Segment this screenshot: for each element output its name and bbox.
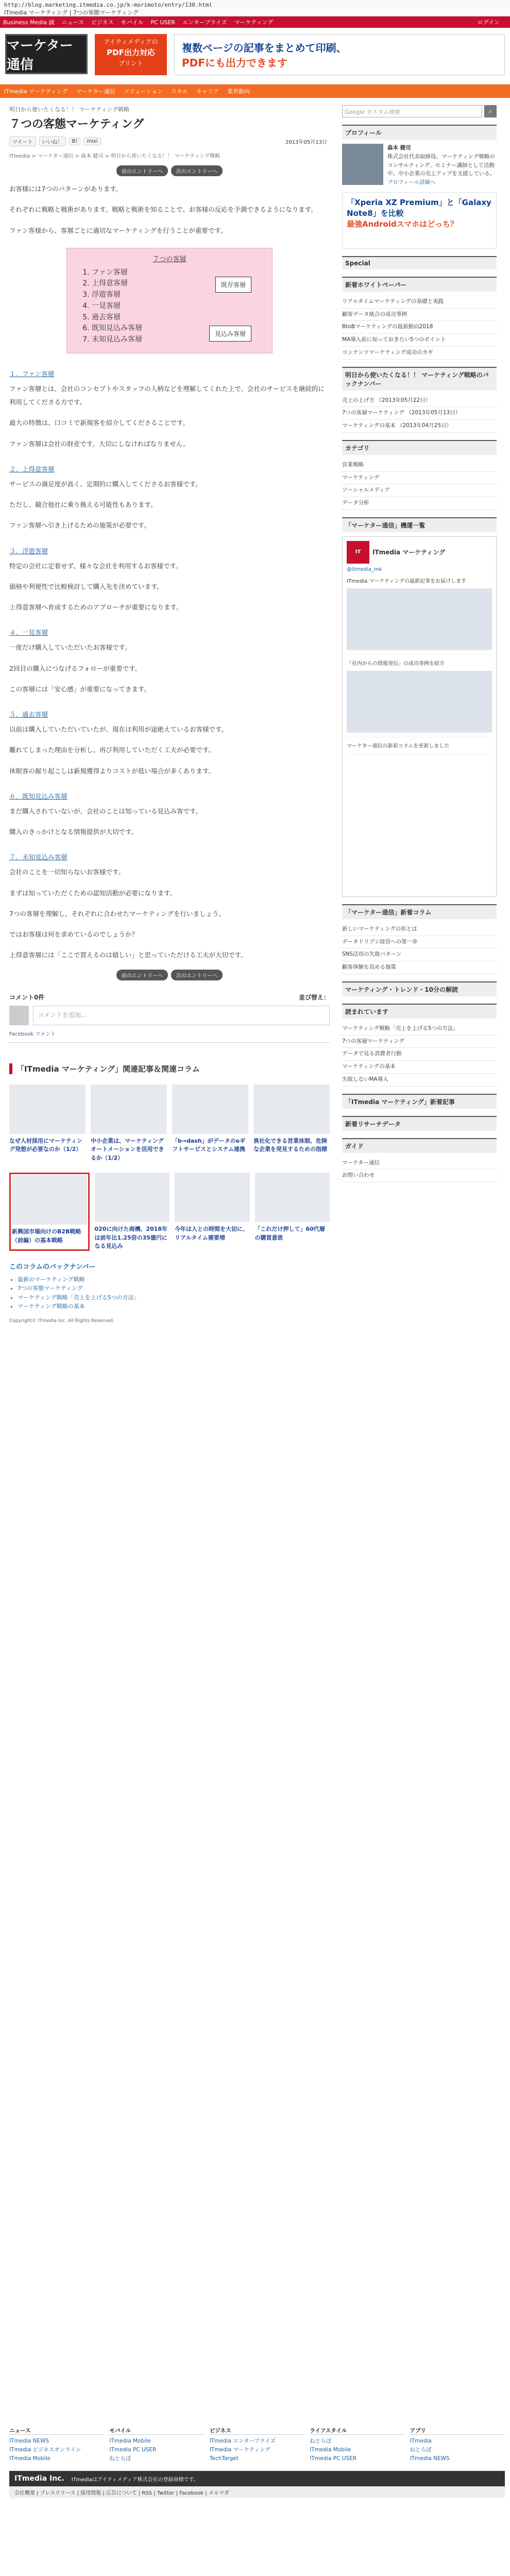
related-thumbnail (175, 1173, 250, 1222)
tweet-image (347, 588, 492, 650)
related-row (9, 1084, 330, 1163)
section-heading: ５．過去客層 (9, 710, 48, 718)
main-nav (0, 84, 510, 98)
whitepaper-heading: 新着ホワイトペーパー (342, 277, 497, 292)
body-paragraph: 2回目の購入につなげるフォローが重要です。 (9, 664, 142, 672)
twitter-widget (342, 536, 497, 897)
column-item[interactable]: 顧客体験を高める施策 (342, 961, 497, 974)
itmedia-topbar (0, 16, 510, 28)
trend-heading: マーケティング・トレンド・10分の解読 (342, 981, 497, 996)
related-thumbnail (253, 1084, 330, 1134)
entry-pager-bottom (9, 970, 330, 980)
article-date: 2013年05月13日 (285, 140, 327, 145)
facebook-plugin-label[interactable]: Facebook コメント (9, 1029, 330, 1043)
search-input[interactable]: Google カスタム検索 (342, 105, 482, 117)
twitter-handle[interactable]: @itmedia_mk (347, 566, 382, 572)
footer-logo[interactable]: ITmedia Inc. (14, 2475, 64, 2483)
related-thumbnail (91, 1084, 167, 1134)
figure-item: 4. 一見客層 (92, 301, 258, 312)
body-paragraph: ただし、競合他社に乗り換える可能性もあります。 (9, 501, 157, 509)
next-entry-button[interactable]: 次のエントリーへ (171, 970, 223, 980)
related-thumbnail (12, 1175, 87, 1225)
body-paragraph: サービスの満足度が高く、定期的に購入してくださるお客様です。 (9, 480, 202, 488)
profile-more-link[interactable]: プロフィール詳細へ (387, 179, 436, 186)
related-card[interactable] (95, 1173, 170, 1251)
column-item[interactable]: データドリブン経営への第一歩 (342, 936, 497, 949)
section-heading: ２．上得意客層 (9, 465, 55, 473)
related-card[interactable] (253, 1084, 330, 1163)
article-title: ７つの客態マーケティング (9, 118, 144, 131)
breadcrumb[interactable]: ITmedia > マーケター通信 > 森本 健司 > 明日から使いたくなる！！ マーケティング戦略 (9, 154, 220, 159)
figure-bracket-prospect: 見込み客層 (209, 326, 251, 342)
related-card[interactable] (172, 1084, 248, 1163)
share-bar (9, 137, 330, 146)
footer-link[interactable]: ねとらぼ (410, 2446, 432, 2453)
category-item[interactable]: マーケティング (342, 472, 497, 485)
share-button[interactable]: ツイート (9, 137, 36, 146)
popular-item[interactable]: マーケティング戦略「売上を上げる5つの方法」 (342, 1023, 497, 1036)
footer-brand-bar (9, 2471, 505, 2486)
related-thumbnail (9, 1084, 86, 1134)
login-link[interactable]: ログイン (477, 19, 500, 26)
footer-col-title: アプリ (410, 2427, 505, 2435)
related-title: 「ITmedia マーケティング」関連記事＆関連コラム (9, 1063, 330, 1074)
footer-link[interactable]: ITmedia Mobile (310, 2446, 351, 2453)
backnumber (9, 1261, 330, 1311)
ad-small-bottom: プリント (118, 60, 143, 67)
related-row (9, 1173, 330, 1251)
sidebar-ad-line1: 「Xperia XZ Premium」と「Galaxy Note8」を比較 (347, 197, 491, 218)
related-card-title: なぜ人材採用にマーケティング発想が必要なのか（1/2） (9, 1137, 82, 1153)
figure-title: ７つの客層 (152, 255, 186, 263)
body-paragraph: ファン客層へ引き上げるための施策が必要です。 (9, 521, 150, 530)
prev-entry-button[interactable]: 前のエントリーへ (116, 165, 168, 176)
footer-link[interactable]: ITmedia NEWS (9, 2438, 49, 2444)
footer-trademark: ITmediaはアイティメディア株式会社の登録商標です。 (71, 2477, 199, 2483)
related-card-title: 020に向けた商機、2018年は前年比1.25倍の35億円になる見込み (94, 1226, 168, 1249)
popular-item[interactable]: マーケティングの基本 (342, 1061, 497, 1074)
body-paragraph: ファン客層は会社の財産です。大切にしなければなりません。 (9, 439, 190, 448)
body-paragraph: 以前は購入していただいていたが、現在は利用が途絶えているお客様です。 (9, 725, 228, 733)
guide-item[interactable]: マーケター通信 (342, 1157, 497, 1170)
related-card[interactable] (255, 1173, 330, 1251)
related-thumbnail (255, 1173, 330, 1222)
profile-heading: プロフィール (342, 125, 497, 140)
popular-item[interactable]: 失敗しないMA導入 (342, 1074, 497, 1087)
footer-links[interactable]: 会社概要 | プレスリリース | 採用情報 | 広告について | RSS | Twitter | Facebook | メルマガ (9, 2486, 505, 2498)
site-logo[interactable]: マーケター通信 (5, 34, 88, 74)
tweet-text: ITmedia マーケティングの最新記事をお届けします (347, 578, 467, 584)
figure-item: 3. 浮遊客層 (92, 290, 258, 301)
body-paragraph: 上得意客層には「ここで買えるのは嬉しい」と思っていただける工夫が大切です。 (9, 951, 247, 959)
figure-item: 5. 過去客層 (92, 312, 258, 324)
blog-backnumber-list (342, 395, 497, 433)
footer-link[interactable]: ITmedia (410, 2438, 432, 2444)
footer-link[interactable]: ITmedia PC USER (109, 2446, 157, 2453)
footer-column (410, 2427, 505, 2463)
body-paragraph: ではお客様は何を求めているのでしょうか？ (9, 930, 139, 938)
topbar-item[interactable]: PC USER (150, 19, 176, 26)
related-thumbnail (172, 1084, 248, 1134)
author-bio: 株式会社代表取締役。マーケティング戦略のコンサルティング、セミナー講師として活動中。中小企業の売上アップを支援している。 (387, 153, 496, 177)
share-button[interactable]: mixi (83, 138, 100, 145)
body-paragraph: 7つの客層を理解し、それぞれに合わせたマーケティングを行いましょう。 (9, 909, 225, 918)
search-bar (342, 105, 497, 117)
section-heading: １．ファン客層 (9, 369, 55, 378)
author-photo (342, 144, 383, 185)
related-card[interactable] (91, 1084, 167, 1163)
category-item[interactable]: 営業戦略 (342, 459, 497, 472)
twitter-header (347, 541, 492, 564)
tweet[interactable] (347, 742, 492, 755)
category-item[interactable]: データ分析 (342, 497, 497, 510)
related-card-title: 「これだけ押して」60代層の購買意欲 (254, 1226, 325, 1241)
body-paragraph: 一度だけ購入していただいたお客様です。 (9, 643, 131, 652)
whitepaper-item[interactable]: コンテンツマーケティング成功のカギ (342, 347, 497, 360)
sidebar-ad[interactable] (342, 192, 497, 249)
body-paragraph: 購入のきっかけとなる情報提供が大切です。 (9, 828, 138, 836)
body-paragraph: 最大の特徴は、口コミで新規客を紹介してくださることです。 (9, 419, 190, 427)
footer-link[interactable]: ITmedia Mobile (109, 2438, 151, 2444)
section-heading: ３．浮遊客層 (9, 547, 48, 555)
footer-link[interactable]: ITmedia ビジネスオンライン (9, 2446, 81, 2453)
share-button[interactable]: B! (69, 138, 81, 145)
tweet[interactable] (347, 660, 492, 737)
backnumber-item[interactable]: • 最新のマーケティング戦略 (18, 1275, 330, 1284)
tab-title: ITmedia マーケティング | 7つの客態マーケティング (4, 9, 139, 16)
comment-sort[interactable]: 並び替え： (298, 993, 330, 1001)
article-body (9, 182, 330, 962)
backnumber-item[interactable]: • マーケティング戦略「売上を上げる5つの方法」 (18, 1293, 330, 1302)
whitepaper-item[interactable]: リアルタイムマーケティングの基礎と実践 (342, 296, 497, 309)
related-card-title: 「b→dash」がデータのeギフトサービスとシステム連携 (172, 1137, 246, 1153)
comments-header (9, 993, 330, 1002)
nav-item[interactable]: ソリューション (123, 88, 163, 95)
blog-backnumber-heading: 明日から使いたくなる！！ マーケティング戦略のバックナンバー (342, 367, 497, 391)
ad-banner-line2: PDFにも出力できます (182, 57, 287, 69)
section-heading: ７．未知見込み客層 (9, 853, 67, 861)
sidebar (342, 105, 497, 1331)
body-paragraph: まずは知っていただくための認知活動が必要になります。 (9, 889, 177, 897)
body-paragraph: 休眠客の掘り起こしは新規獲得よりコストが低い場合が多くあります。 (9, 767, 215, 775)
body-paragraph: お客様には7つのパターンがあります。 (9, 185, 123, 193)
research-heading: 新着リサーチデータ (342, 1116, 497, 1131)
ad-small-top: アイティメディアの (104, 38, 158, 45)
address-bar[interactable] (0, 0, 510, 16)
blog-item[interactable]: 売上の上げ方 （2013年05月22日） (342, 395, 497, 408)
topbar-item[interactable]: マーケティング (234, 19, 274, 26)
section-heading: ６．既知見込み客層 (9, 792, 67, 800)
popular-item[interactable]: データで見る消費者行動 (342, 1048, 497, 1061)
related-card-highlighted[interactable] (9, 1173, 90, 1251)
backnumber-item[interactable]: • 7つの客態マーケティング (18, 1284, 330, 1293)
article-sections (9, 369, 330, 900)
itmedia-logo-icon: IT (347, 541, 369, 564)
footer-link[interactable]: ITmedia NEWS (410, 2455, 450, 2462)
column-item[interactable]: 新しいマーケティングの形とは (342, 923, 497, 936)
guide-list (342, 1157, 497, 1183)
footer-col-title: ビジネス (210, 2427, 304, 2435)
related-card-title: 新興国市場向けのB2B戦略（前編）の基本戦略 (12, 1228, 81, 1244)
avatar (9, 1006, 29, 1025)
ad-small-mid: PDF出力対応 (107, 48, 155, 57)
footer-link[interactable]: ITmedia エンタープライズ (209, 2438, 276, 2444)
footer-link[interactable]: TechTarget (209, 2455, 239, 2462)
section-heading: ４．一見客層 (9, 629, 48, 637)
author-name[interactable]: 森本 健司 (387, 145, 411, 151)
body-paragraph: 価格や利便性で比較検討して購入先を決めています。 (9, 582, 164, 590)
tweet-text: 「社内からの情報発信」の成功事例を紹介 (347, 660, 445, 667)
footer-link[interactable]: ねとらぼ (109, 2455, 131, 2462)
figure-bracket-existing: 既存客層 (215, 277, 251, 293)
whitepaper-list (342, 296, 497, 360)
footer-column (109, 2427, 204, 2463)
share-button[interactable]: いいね！ (39, 137, 66, 146)
whitepaper-item[interactable]: 顧客データ統合の成功事例 (342, 309, 497, 321)
tweet-image (347, 671, 492, 733)
topbar-item[interactable]: ニュース (61, 19, 84, 26)
article-column (9, 105, 330, 1331)
body-paragraph: 会社のことを一切知らないお客様です。 (9, 868, 125, 876)
body-paragraph: ファン客様から、客層ごとに適切なマーケティングを行うことが重要です。 (9, 226, 227, 234)
blog-item[interactable]: 7つの客層マーケティング （2013年05月13日） (342, 407, 497, 420)
body-paragraph: 離れてしまった理由を分析し、再び利用していただく工夫が必要です。 (9, 746, 215, 754)
body-paragraph: ファン客層とは、会社のコンセプトやスタッフの人柄などを理解してくれた上で、会社のサービスを継続的に利用してくださる方です。 (9, 384, 325, 406)
comment-count: コメント0件 (9, 993, 45, 1001)
tweet-text: マーケター通信の新着コラムを更新しました (347, 743, 450, 749)
guide-heading: ガイド (342, 1138, 497, 1153)
search-icon[interactable]: ⌕ (484, 105, 497, 117)
footer-link[interactable]: ITmedia マーケティング (209, 2446, 270, 2453)
related-card[interactable] (175, 1173, 250, 1251)
footer-col-title: ライフスタイル (310, 2427, 404, 2435)
nav-item[interactable]: マーケター通信 (76, 88, 115, 95)
body-paragraph: この客層には「安心感」が重要になってきます。 (9, 685, 151, 693)
next-entry-button[interactable]: 次のエントリーへ (171, 165, 223, 176)
sns-heading: 「マーケター通信」機運一覧 (342, 517, 497, 532)
prev-entry-button[interactable]: 前のエントリーへ (116, 970, 168, 980)
nav-item[interactable]: スキル (171, 88, 188, 95)
nav-item[interactable]: 業界動向 (227, 88, 250, 95)
twitter-account-name[interactable]: ITmedia マーケティング (372, 549, 445, 556)
category-item[interactable]: ソーシャルメディア (342, 484, 497, 497)
figure-item: 2. 上得意客層 (92, 278, 258, 290)
header-ad-banner[interactable] (174, 34, 505, 75)
article-kicker[interactable]: 明日から使いたくなる！！ マーケティング戦略 (9, 106, 130, 113)
body-paragraph: それぞれに戦略と戦術があります。戦略と戦術を知ることで、お客様の反応を予測できるようになります。 (9, 206, 317, 214)
whitepaper-item[interactable]: BtoBマーケティングの最新動向2018 (342, 321, 497, 334)
nav-item[interactable]: ITmedia マーケティング (4, 88, 68, 95)
special-heading: Special (342, 256, 497, 269)
category-heading: カテゴリ (342, 440, 497, 455)
new-article-heading: 「ITmedia マーケティング」新着記事 (342, 1094, 497, 1109)
popular-item[interactable]: 7つの客層マーケティング (342, 1036, 497, 1048)
seven-segments-figure (66, 248, 273, 353)
footer-link[interactable]: ITmedia Mobile (9, 2455, 50, 2462)
topbar-item[interactable]: ビジネス (91, 19, 114, 26)
whitepaper-item[interactable]: MA導入前に知っておきたい5つのポイント (342, 334, 497, 347)
category-list (342, 459, 497, 510)
guide-item[interactable]: お問い合わせ (342, 1170, 497, 1182)
footer-column (210, 2427, 304, 2463)
footer-nav (9, 2427, 505, 2463)
body-paragraph: まだ購入されていないが、会社のことは知っている見込み客です。 (9, 807, 202, 815)
blog-item[interactable]: マーケティングの基本 （2013年04月25日） (342, 420, 497, 433)
column-item[interactable]: SNS活用の失敗パターン (342, 948, 497, 961)
ad-banner-line1: 複数ページの記事をまとめて印刷、 (182, 42, 347, 54)
sidebar-ad-line2: 最強Androidスマホはどっち？ (347, 219, 458, 229)
body-paragraph: 上得意客層へ育成するためのアプローチが重要になります。 (9, 603, 183, 611)
footer-column (9, 2427, 104, 2463)
backnumber-item[interactable]: • マーケティング戦略の基本 (18, 1302, 330, 1311)
footer-column (310, 2427, 404, 2463)
footer-col-title: ニュース (9, 2427, 104, 2435)
footer-link[interactable]: ITmedia PC USER (310, 2455, 357, 2462)
popular-list (342, 1023, 497, 1087)
popular-heading: 読まれています (342, 1004, 497, 1019)
figure-item: 1. ファン客層 (92, 267, 258, 279)
site-header (0, 28, 510, 84)
site-footer (9, 2427, 505, 2498)
related-card-title: 中小企業は、マーケティングオートメーションを活用できるか（1/2） (91, 1137, 164, 1161)
tweet[interactable] (347, 578, 492, 655)
footer-col-title: モバイル (109, 2427, 204, 2435)
related-thumbnail (95, 1173, 170, 1222)
comment-box (9, 1006, 330, 1025)
footer-link[interactable]: ねとらぼ (310, 2438, 332, 2444)
new-column-heading: 「マーケター通信」新着コラム (342, 904, 497, 919)
related-card-title: 今年は人との時間を大切に、リアルタイム需要増 (175, 1226, 248, 1241)
copyright: Copyright© ITmedia Inc. All Rights Reserved. (9, 1318, 114, 1324)
comment-input[interactable]: コメントを追加... (33, 1006, 330, 1025)
topbar-item[interactable]: エンタープライズ (182, 19, 227, 26)
nav-item[interactable]: キャリア (196, 88, 219, 95)
related-card-title: 異社化できる営業体制、危険な企業を発見するための指標 (253, 1137, 327, 1153)
related-articles (9, 1063, 330, 1251)
figure-item: 6. 既知見込み客層 (92, 323, 258, 334)
url-text[interactable]: http://blog.marketing.itmedia.co.jp/k-morimoto/entry/130.html (4, 2, 212, 8)
topbar-item[interactable]: モバイル (121, 19, 144, 26)
related-card[interactable] (9, 1084, 86, 1163)
backnumber-title: このコラムのバックナンバー (9, 1263, 96, 1271)
header-ad-small[interactable] (95, 34, 167, 75)
body-paragraph: 特定の会社に定着せず、様々な会社を利用するお客様です。 (9, 562, 182, 570)
figure-item: 7. 未知見込み客層 (92, 334, 258, 346)
topbar-item[interactable]: Business Media 誠 (3, 19, 55, 26)
entry-pager-top (9, 165, 330, 176)
profile-box (342, 144, 497, 187)
new-column-list (342, 923, 497, 974)
